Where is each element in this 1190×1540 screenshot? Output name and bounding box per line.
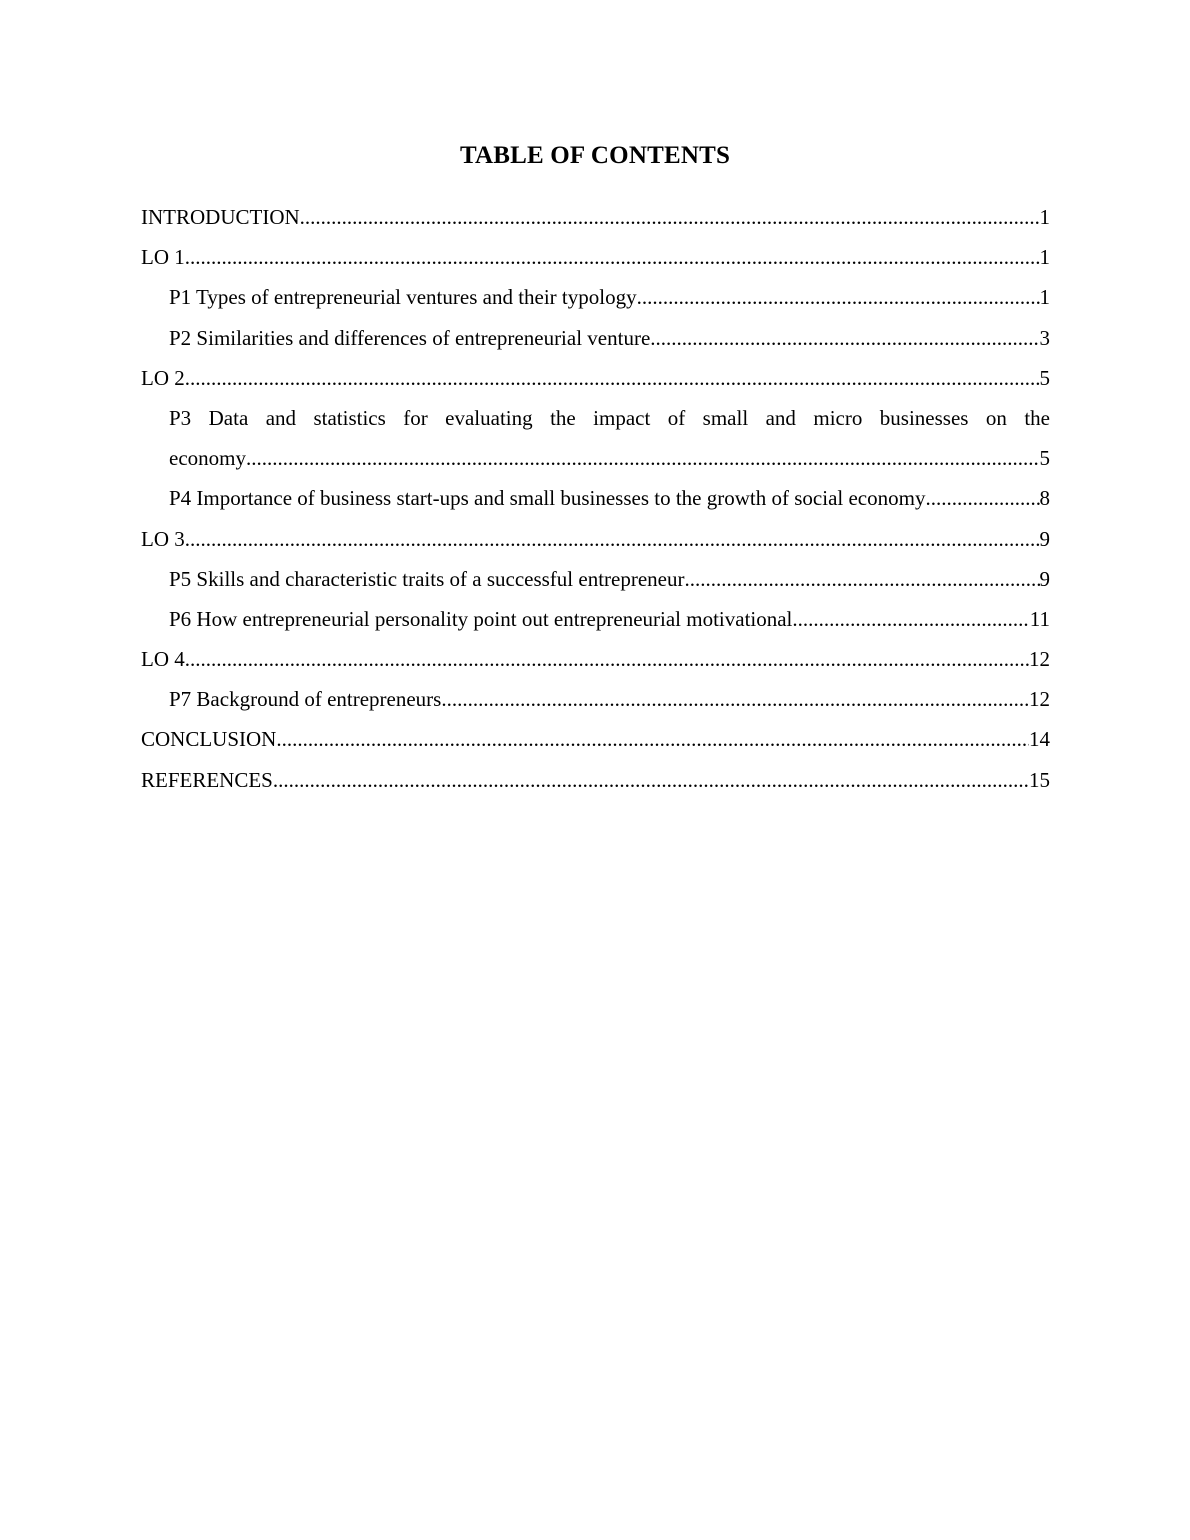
toc-entry-lo1[interactable] [141, 237, 1050, 277]
toc-entry-lo4[interactable] [141, 639, 1050, 679]
toc-entry-lo3[interactable] [141, 519, 1050, 559]
toc-page-number: 5 [1039, 446, 1050, 471]
toc-entry-p1[interactable] [141, 277, 1050, 317]
toc-entry-label: P6 How entrepreneurial personality point out entrepreneurial motivational [169, 606, 793, 631]
toc-entry-p2[interactable] [141, 318, 1050, 358]
toc-entry-p5[interactable] [141, 559, 1050, 599]
toc-entry-label: REFERENCES [141, 767, 273, 792]
toc-entry-label: CONCLUSION [141, 727, 277, 752]
toc-page-number: 9 [1039, 566, 1050, 591]
toc-page-number: 15 [1029, 767, 1050, 792]
dot-leader [185, 358, 1040, 398]
toc-entry-p7[interactable] [141, 679, 1050, 719]
toc-entry-line2 [169, 438, 1050, 478]
toc-entry-label: P2 Similarities and differences of entrepreneurial venture [169, 325, 651, 350]
toc-page-number: 9 [1039, 526, 1050, 551]
toc-page-number: 11 [1029, 606, 1050, 631]
toc-page-number: 12 [1029, 687, 1050, 712]
toc-page-number: 14 [1029, 727, 1050, 752]
toc-entry-label: LO 2 [141, 365, 185, 390]
toc-entry-label: LO 1 [141, 245, 185, 270]
toc-page-number: 12 [1029, 647, 1050, 672]
toc-page-number: 5 [1039, 365, 1050, 390]
toc-entry-label: INTRODUCTION [141, 205, 300, 229]
dot-leader [185, 237, 1040, 277]
dot-leader [792, 599, 1029, 639]
toc-page-number: 3 [1039, 325, 1050, 350]
dot-leader [925, 478, 1039, 518]
dot-leader [441, 679, 1029, 719]
toc-entry-label: P4 Importance of business start-ups and small businesses to the growth of social economy [169, 486, 926, 511]
toc-entry-introduction[interactable] [141, 197, 1050, 237]
dot-leader [650, 318, 1039, 358]
toc-entry-label: LO 3 [141, 526, 185, 551]
toc-entry-references[interactable] [141, 760, 1050, 800]
toc-entry-p3[interactable] [141, 398, 1050, 478]
toc-entry-label-line2: economy [169, 446, 246, 471]
toc-page-number: 8 [1039, 486, 1050, 511]
dot-leader [684, 559, 1039, 599]
dot-leader [637, 277, 1040, 317]
table-of-contents [141, 197, 1050, 800]
dot-leader [273, 760, 1029, 800]
toc-entry-conclusion[interactable] [141, 719, 1050, 759]
toc-page-number: 1 [1039, 245, 1050, 270]
toc-entry-label-line1: P3 Data and statistics for evaluating the impact of small and micro businesses on the [169, 405, 1050, 430]
toc-page-number: 1 [1039, 285, 1050, 310]
page-title: TABLE OF CONTENTS [459, 142, 731, 169]
dot-leader [246, 438, 1040, 478]
dot-leader [276, 719, 1029, 759]
toc-entry-label: LO 4 [141, 647, 185, 672]
toc-entry-label: P7 Background of entrepreneurs [169, 687, 442, 712]
dot-leader [185, 639, 1029, 679]
toc-entry-p4[interactable] [141, 478, 1050, 518]
toc-entry-label: P5 Skills and characteristic traits of a successful entrepreneur [169, 566, 685, 591]
toc-entry-label: P1 Types of entrepreneurial ventures and their typology [169, 285, 637, 310]
toc-entry-lo2[interactable] [141, 358, 1050, 398]
dot-leader [185, 519, 1040, 559]
dot-leader [300, 197, 1040, 237]
toc-page-number: 1 [1039, 205, 1050, 229]
toc-entry-p6[interactable] [141, 599, 1050, 639]
